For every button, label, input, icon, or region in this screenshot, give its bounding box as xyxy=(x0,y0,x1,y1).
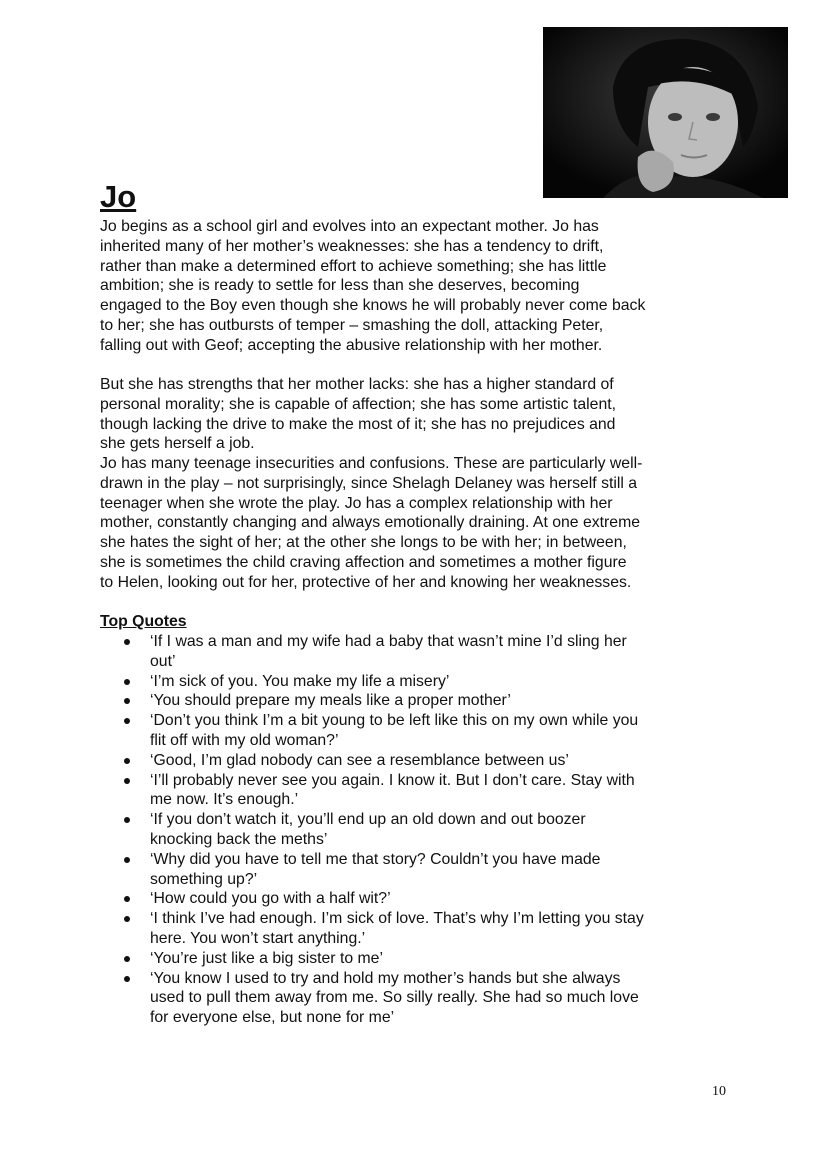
quote-item: ‘If I was a man and my wife had a baby that wasn’t mine I’d sling her out’ xyxy=(100,632,740,672)
quote-item: ‘I’m sick of you. You make my life a misery’ xyxy=(100,672,740,692)
quote-item: ‘Good, I’m glad nobody can see a resemblance between us’ xyxy=(100,751,740,771)
strengths-paragraph: But she has strengths that her mother lacks: she has a higher standard of personal morality; she is capable of affection; she has some artistic talent, though lacking the drive to make the most of it; she has no prejudices and she gets herself a job. xyxy=(100,376,617,453)
insecurities-paragraph: Jo has many teenage insecurities and confusions. These are particularly well- drawn in the play – not surprisingly, since Shelagh Delaney was herself still a teenager when she wrote the play. Jo has a complex relationship with her mother, constantly changing and always emotionally draining. At one extreme she hates the sight of her; at the other she longs to be with her; in between, she is sometimes the child craving affection and sometimes a mother figure to Helen, looking out for her, protective of her and knowing her weaknesses. xyxy=(100,455,643,591)
page-number: 10 xyxy=(712,1084,726,1099)
quote-item: ‘I think I’ve had enough. I’m sick of love. That’s why I’m letting you stay here. You won’t start anything.’ xyxy=(100,909,740,949)
quote-item: ‘I’ll probably never see you again. I know it. But I don’t care. Stay with me now. It’s enough.’ xyxy=(100,771,740,811)
quote-item: ‘How could you go with a half wit?’ xyxy=(100,889,740,909)
quote-item: ‘Don’t you think I’m a bit young to be left like this on my own while you flit off with my old woman?’ xyxy=(100,711,740,751)
quote-item: ‘You’re just like a big sister to me’ xyxy=(100,949,740,969)
quotes-heading: Top Quotes xyxy=(100,613,187,630)
quote-item: ‘You know I used to try and hold my mother’s hands but she always used to pull them away from me. So silly really. She had so much love for everyone else, but none for me’ xyxy=(100,969,740,1028)
portrait-photo-icon xyxy=(543,27,788,198)
intro-paragraph: Jo begins as a school girl and evolves into an expectant mother. Jo has inherited many of her mother’s weaknesses: she has a tendency to drift, rather than make a determined effort to achieve something; she has little ambition; she is ready to settle for less than she deserves, becoming engaged to the Boy even though she knows he will probably never come back to her; she has outbursts of temper – smashing the doll, attacking Peter, falling out with Geof; accepting the abusive relationship with her mother. xyxy=(100,218,646,354)
quote-item: ‘If you don’t watch it, you’ll end up an old down and out boozer knocking back the meths’ xyxy=(100,810,740,850)
quotes-list xyxy=(100,632,740,1028)
quote-item: ‘Why did you have to tell me that story? Couldn’t you have made something up?’ xyxy=(100,850,740,890)
quote-item: ‘You should prepare my meals like a proper mother’ xyxy=(100,691,740,711)
page-title: Jo xyxy=(100,179,137,214)
portrait-illustration xyxy=(543,27,788,198)
